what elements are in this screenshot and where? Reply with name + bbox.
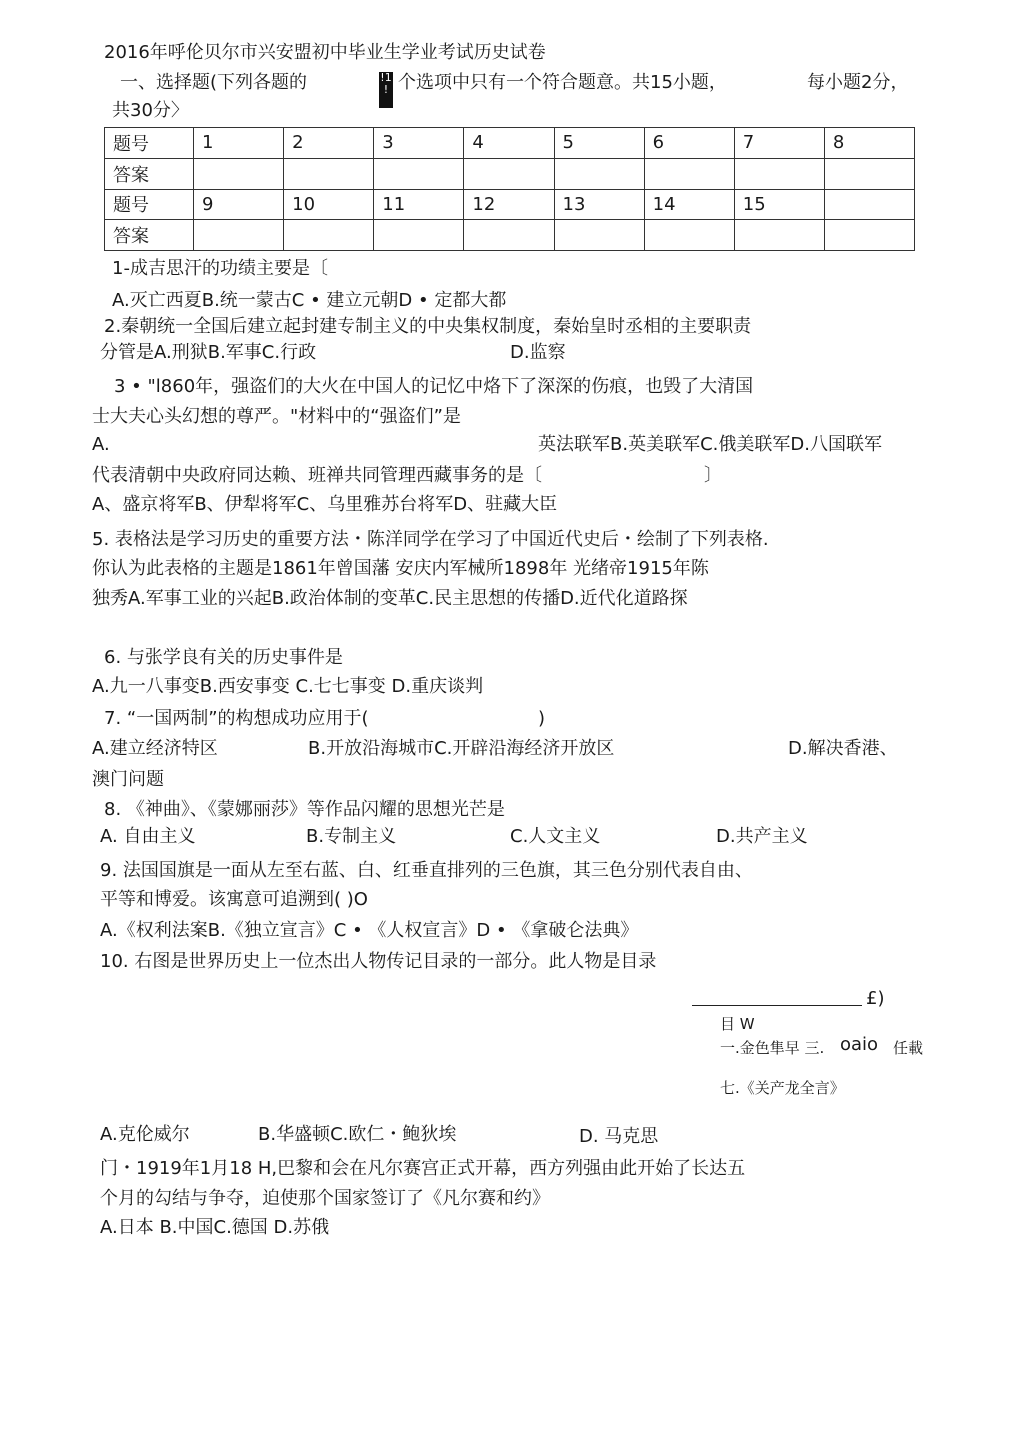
question-1: 1-成吉思汗的功绩主要是〔 bbox=[112, 258, 328, 279]
question-9-cont: 平等和博爱。该寓意可追溯到( )O bbox=[100, 889, 368, 910]
question-11: 门・1919年1月18 H,巴黎和会在凡尔赛宫正式开幕，西方列强由此开始了长达五 bbox=[100, 1158, 746, 1179]
question-number-cell bbox=[824, 189, 914, 220]
question-5: 5. 表格法是学习历史的重要方法・陈洋同学在学习了中国近代史后・绘制了下列表格. bbox=[92, 529, 769, 550]
table-row bbox=[105, 220, 915, 251]
toc-entry-1-tail: 任載 bbox=[893, 1039, 924, 1057]
question-7-option-a: A.建立经济特区 bbox=[92, 738, 218, 759]
question-number-cell: 6 bbox=[644, 128, 734, 159]
question-number-cell: 1 bbox=[194, 128, 284, 159]
question-1-options: A.灭亡西夏B.统一蒙古C • 建立元朝D • 定都大都 bbox=[112, 290, 507, 311]
question-8-option-b: B.专制主义 bbox=[306, 826, 397, 847]
question-10-option-a: A.克伦威尔 bbox=[100, 1124, 190, 1145]
toc-entry-2: 七.《关产龙全言》 bbox=[720, 1079, 845, 1097]
table-row-label: 题号 bbox=[105, 189, 194, 220]
question-7-option-bc: B.开放沿海城市C.开辟沿海经济开放区 bbox=[308, 738, 615, 759]
question-11-options: A.日本 B.中国C.德国 D.苏俄 bbox=[100, 1217, 330, 1238]
question-3: 3 • "l860年，强盗们的大火在中国人的记忆中烙下了深深的伤痕，也毁了大清国 bbox=[114, 376, 754, 397]
question-7-bracket: ) bbox=[538, 708, 546, 729]
answer-cell[interactable] bbox=[284, 220, 374, 251]
question-4: 代表清朝中央政府同达赖、班禅共同管理西藏事务的是〔 bbox=[92, 465, 542, 486]
exam-title: 2016年呼伦贝尔市兴安盟初中毕业生学业考试历史试卷 bbox=[104, 42, 546, 63]
question-number-cell: 11 bbox=[374, 189, 464, 220]
question-5-options: 独秀A.军事工业的兴起B.政治体制的变革C.民主思想的传播D.近代化道路探 bbox=[92, 588, 688, 609]
answer-cell[interactable] bbox=[734, 158, 824, 189]
toc-entry-1-garbled: oaio bbox=[840, 1034, 879, 1055]
question-8-option-d: D.共产主义 bbox=[716, 826, 808, 847]
toc-entry-1: 一.金色隼早 三. bbox=[720, 1039, 825, 1057]
question-11-cont: 个月的勾结与争夺，迫使那个国家签订了《凡尔赛和约》 bbox=[100, 1188, 550, 1209]
section-heading-total: 共30分〉 bbox=[112, 100, 189, 121]
question-6-options: A.九一八事变B.西安事变 C.七七事变 D.重庆谈判 bbox=[92, 676, 484, 697]
section-heading: 一、选择题(下列各题的 bbox=[120, 72, 308, 93]
answer-cell[interactable] bbox=[734, 220, 824, 251]
section-heading-points: 每小题2分， bbox=[807, 72, 909, 93]
question-2-option-d: D.监察 bbox=[510, 342, 566, 363]
answer-cell[interactable] bbox=[374, 220, 464, 251]
answer-cell[interactable] bbox=[464, 158, 554, 189]
question-9-options: A.《权利法案B.《独立宣言》C • 《人权宣言》D • 《拿破仑法典》 bbox=[100, 920, 639, 941]
question-number-cell: 8 bbox=[824, 128, 914, 159]
question-number-cell: 14 bbox=[644, 189, 734, 220]
question-number-cell: 10 bbox=[284, 189, 374, 220]
answer-cell[interactable] bbox=[644, 220, 734, 251]
question-number-cell: 12 bbox=[464, 189, 554, 220]
table-row bbox=[105, 158, 915, 189]
question-7: 7. “一国两制”的构想成功应用于( bbox=[104, 708, 369, 729]
question-number-cell: 5 bbox=[554, 128, 644, 159]
question-10-option-bc: B.华盛顿C.欧仁・鲍狄埃 bbox=[258, 1124, 457, 1145]
table-row bbox=[105, 189, 915, 220]
toc-heading: 目 W bbox=[720, 1015, 755, 1033]
question-5-cont: 你认为此表格的主题是1861年曾国藩 安庆内军械所1898年 光绪帝1915年陈 bbox=[92, 558, 709, 579]
question-number-cell: 3 bbox=[374, 128, 464, 159]
question-number-cell: 9 bbox=[194, 189, 284, 220]
table-row-label: 答案 bbox=[105, 158, 194, 189]
answer-cell[interactable] bbox=[374, 158, 464, 189]
question-10-option-d: D. 马克思 bbox=[579, 1126, 659, 1147]
answer-cell[interactable] bbox=[194, 158, 284, 189]
answer-table bbox=[104, 127, 915, 251]
table-row-label: 题号 bbox=[105, 128, 194, 159]
question-7-option-d-cont: 澳门问题 bbox=[92, 769, 164, 790]
question-3-cont: 士大夫心头幻想的尊严。"材料中的“强盗们”是 bbox=[92, 406, 461, 427]
question-8-option-a: A. 自由主义 bbox=[100, 826, 196, 847]
question-number-cell: 2 bbox=[284, 128, 374, 159]
question-2: 2.秦朝统一全国后建立起封建专制主义的中央集权制度，秦始皇时丞相的主要职责 bbox=[104, 316, 752, 337]
table-row bbox=[105, 128, 915, 159]
toc-underline bbox=[692, 1005, 862, 1006]
question-8-option-c: C.人文主义 bbox=[510, 826, 601, 847]
answer-cell[interactable] bbox=[554, 220, 644, 251]
question-3-options: 英法联军B.英美联军C.俄美联军D.八国联军 bbox=[538, 434, 882, 455]
question-number-cell: 15 bbox=[734, 189, 824, 220]
question-7-option-d: D.解决香港、 bbox=[788, 738, 898, 759]
answer-cell[interactable] bbox=[554, 158, 644, 189]
question-8: 8. 《神曲》、《蒙娜丽莎》等作品闪耀的思想光芒是 bbox=[104, 799, 505, 820]
answer-cell[interactable] bbox=[824, 158, 914, 189]
question-10: 10. 右图是世界历史上一位杰出人物传记目录的一部分。此人物是目录 bbox=[100, 951, 657, 972]
question-4-bracket: 〕 bbox=[704, 465, 722, 486]
question-6: 6. 与张学良有关的历史事件是 bbox=[104, 647, 343, 668]
section-heading-cont: 个选项中只有一个符合题意。共15小题， bbox=[398, 72, 727, 93]
question-number-cell: 4 bbox=[464, 128, 554, 159]
table-row-label: 答案 bbox=[105, 220, 194, 251]
answer-cell[interactable] bbox=[194, 220, 284, 251]
question-9: 9. 法国国旗是一面从左至右蓝、白、红垂直排列的三色旗，其三色分别代表自由、 bbox=[100, 860, 753, 881]
toc-mark: £) bbox=[866, 988, 885, 1009]
question-2-options: 分管是A.刑狱B.军事C.行政 bbox=[100, 342, 317, 363]
ink-mark: !1 ! bbox=[379, 72, 393, 108]
question-number-cell: 7 bbox=[734, 128, 824, 159]
answer-cell[interactable] bbox=[644, 158, 734, 189]
answer-cell[interactable] bbox=[284, 158, 374, 189]
question-3-option-label: A. bbox=[92, 434, 110, 455]
answer-cell[interactable] bbox=[824, 220, 914, 251]
question-number-cell: 13 bbox=[554, 189, 644, 220]
answer-cell[interactable] bbox=[464, 220, 554, 251]
question-4-options: A、盛京将军B、伊犁将军C、乌里雅苏台将军D、驻藏大臣 bbox=[92, 494, 558, 515]
